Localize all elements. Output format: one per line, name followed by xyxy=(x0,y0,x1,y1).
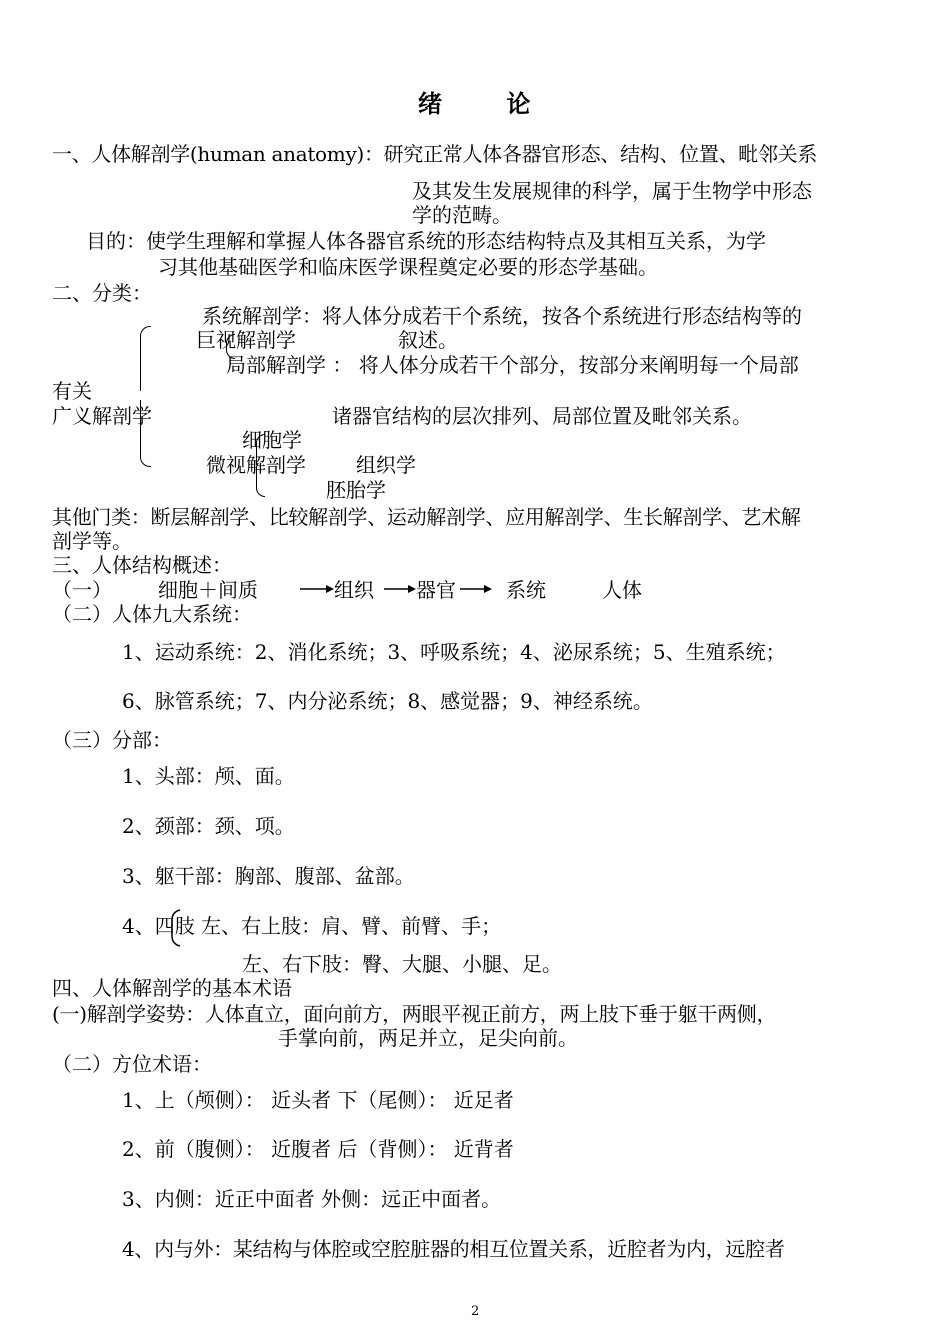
s3-part2: 2、颈部：颈、项。 xyxy=(122,814,295,838)
s3-part4b: 左、右下肢：臀、大腿、小腿、足。 xyxy=(242,952,562,976)
s2-broad: 广义解剖学 xyxy=(52,404,152,428)
s4-sub2: （二）方位术语： xyxy=(52,1052,212,1076)
s3-systems1: 1、运动系统：2、消化系统；3、呼吸系统；4、泌尿系统；5、生殖系统； xyxy=(122,640,786,664)
s2-youguan: 有关 xyxy=(52,379,92,403)
s4-posture2: 手掌向前，两足并立，足尖向前。 xyxy=(278,1026,578,1050)
page-title: 绪 论 xyxy=(418,90,559,118)
s3-sub3: （三）分部： xyxy=(52,728,172,752)
s1-line1: 一、人体解剖学(human anatomy)：研究正常人体各器官形态、结构、位置、毗邻关系 xyxy=(52,142,818,166)
s1-line2: 及其发生发展规律的科学，属于生物学中形态 xyxy=(412,179,812,203)
s2-histo: 组织学 xyxy=(356,453,416,477)
s3-sub1-organ: 器官 xyxy=(416,578,456,602)
s2-reg-desc: 诸器官结构的层次排列、局部位置及毗邻关系。 xyxy=(332,404,752,428)
s3-sub1-system: 系统 xyxy=(506,578,546,602)
s2-macro: 巨视解剖学 xyxy=(196,328,296,352)
s4-term4: 4、内与外：某结构与体腔或空腔脏器的相互位置关系，近腔者为内，远腔者 xyxy=(122,1237,785,1261)
s3-heading: 三、人体结构概述： xyxy=(52,553,232,577)
s2-reg-anat: 局部解剖学 ： 将人体分成若干个部分，按部分来阐明每一个局部 xyxy=(226,353,799,377)
s4-heading: 四、人体解剖学的基本术语 xyxy=(52,976,292,1000)
s1-line3: 学的范畴。 xyxy=(412,203,512,227)
s2-sys-anat: 系统解剖学：将人体分成若干个系统，按各个系统进行形态结构等的 xyxy=(202,304,802,328)
s2-cyto: 细胞学 xyxy=(242,428,302,452)
s4-term3: 3、内侧：近正中面者 外侧：远正中面者。 xyxy=(122,1187,502,1211)
s2-embryo: 胚胎学 xyxy=(326,478,386,502)
s4-term2: 2、前（腹侧）： 近腹者 后（背侧）： 近背者 xyxy=(122,1137,514,1161)
s2-others2: 剖学等。 xyxy=(52,529,132,553)
s3-part3: 3、躯干部：胸部、腹部、盆部。 xyxy=(122,864,415,888)
s3-sub1-label: （一） xyxy=(52,578,112,602)
arrow-tissue-organ xyxy=(384,585,416,593)
s2-narrate: 叙述。 xyxy=(398,328,458,352)
s4-term1: 1、上（颅侧）： 近头者 下（尾侧）： 近足者 xyxy=(122,1088,514,1112)
s3-sub2: （二）人体九大系统： xyxy=(52,602,252,626)
s3-sub1-tissue: 组织 xyxy=(334,578,374,602)
s3-sub1-cells: 细胞＋间质 xyxy=(158,578,258,602)
s2-micro: 微视解剖学 xyxy=(206,453,306,477)
s3-sub1-body: 人体 xyxy=(602,578,642,602)
s3-part1: 1、头部：颅、面。 xyxy=(122,764,295,788)
arrow-cells-tissue xyxy=(300,585,334,593)
page-number: 2 xyxy=(471,1304,480,1319)
arrow-organ-system xyxy=(460,585,492,593)
s1-purpose2: 习其他基础医学和临床医学课程奠定必要的形态学基础。 xyxy=(158,255,658,279)
s1-purpose1: 目的：使学生理解和掌握人体各器官系统的形态结构特点及其相互关系，为学 xyxy=(86,229,766,253)
s3-systems2: 6、脉管系统；7、内分泌系统；8、感觉器；9、神经系统。 xyxy=(122,689,653,713)
s2-others1: 其他门类：断层解剖学、比较解剖学、运动解剖学、应用解剖学、生长解剖学、艺术解 xyxy=(52,505,801,529)
s3-part4: 4、四肢 左、右上肢：肩、臂、前臂、手； xyxy=(122,914,502,938)
s4-posture1: (一)解剖学姿势：人体直立，面向前方，两眼平视正前方，两上肢下垂于躯干两侧， xyxy=(52,1002,777,1026)
s2-heading: 二、分类： xyxy=(52,281,152,305)
